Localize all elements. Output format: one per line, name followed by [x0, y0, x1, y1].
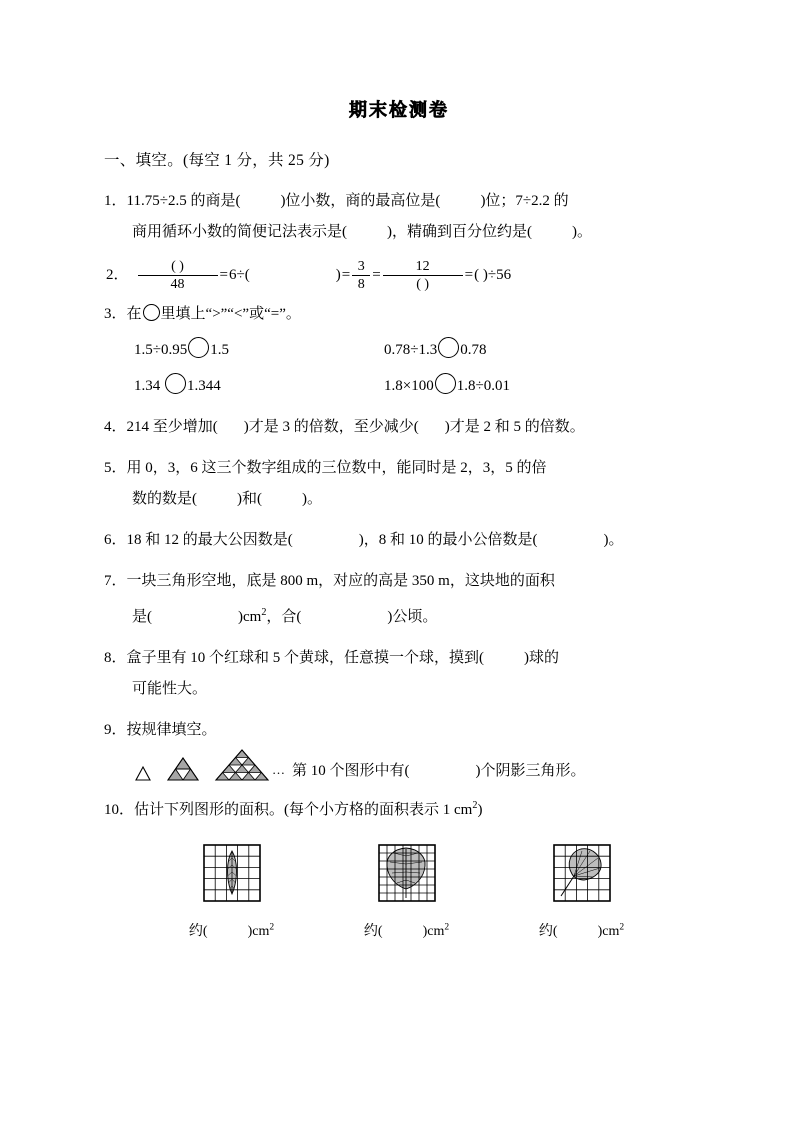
q10-cap3-unit: )cm: [597, 924, 620, 939]
question-10-caption-3: [539, 920, 624, 940]
question-5-line2-part2: )和(: [237, 491, 262, 507]
broad-leaf-grid-icon: [373, 840, 441, 906]
question-7-line2-part3: )公顷。: [387, 609, 438, 625]
q10-cap1-open: 约(: [188, 924, 208, 939]
q10-cap2-unit: )cm: [422, 924, 445, 939]
question-7-unit-exponent: 2: [261, 607, 267, 618]
question-10-caption-2: [364, 920, 449, 940]
section-heading-fill-in-blanks: 一、填空。(每空 1 分，共 25 分): [104, 152, 330, 169]
question-7-unit-cm2: [238, 609, 266, 625]
question-4-part3: )才是 2 和 5 的倍数。: [444, 419, 585, 435]
q10-cap2-open: 约(: [363, 924, 383, 939]
question-2-number: 2．: [106, 267, 129, 283]
question-4-part2: )才是 3 的倍数，至少减少(: [243, 419, 419, 435]
question-3-row-2: [104, 368, 694, 404]
q2-fraction-2: [352, 258, 370, 293]
question-1-number: 1．: [104, 193, 127, 209]
question-9-text-part1: 第 10 个图形中有(: [292, 763, 410, 779]
question-3-row-1: [104, 332, 694, 368]
question-5-line2: [104, 484, 694, 515]
question-10-figure-2: [319, 840, 494, 940]
ginkgo-leaf-grid-icon: [548, 840, 616, 906]
q10-cap1-exponent: 2: [269, 922, 275, 933]
question-1-line2-part2: )，精确到百分位约是(: [387, 224, 532, 240]
q3-comparison-3: [134, 368, 384, 404]
q10-cap1-unit: )cm: [247, 924, 270, 939]
question-2: [104, 258, 694, 293]
question-1-line1-part1: 11.75÷2.5 的商是(: [126, 193, 241, 209]
question-8-line2: 可能性大。: [132, 681, 208, 697]
question-4-part1: 214 至少增加(: [126, 419, 218, 435]
question-8-line1-part2: )球的: [524, 650, 560, 666]
q10-cap3-open: 约(: [538, 924, 558, 939]
question-6-number: 6．: [104, 532, 127, 548]
question-10-caption-1: [189, 920, 274, 940]
question-9-text-part2: )个阴影三角形。: [475, 763, 586, 779]
q2-equals-1: =: [219, 267, 228, 283]
question-9-pattern-row: [104, 748, 694, 782]
narrow-leaf-grid-icon: [198, 840, 266, 906]
question-6: [104, 525, 694, 556]
question-10-number: 10．: [104, 802, 135, 818]
q3-c2-left: 0.78÷1.3: [384, 342, 438, 358]
question-9-text: [292, 759, 586, 782]
question-10-prompt-part2: ): [477, 802, 483, 818]
question-1-line2-part1: 商用循环小数的简便记法表示是(: [132, 224, 347, 240]
question-3-prompt-part1: 在: [126, 306, 142, 322]
question-6-part1: 18 和 12 的最大公因数是(: [126, 532, 293, 548]
question-1-line1-part2: )位小数，商的最高位是(: [280, 193, 441, 209]
question-10-figure-row: [104, 840, 694, 940]
question-10-figure-1: [144, 840, 319, 940]
question-7-unit-base: )cm: [238, 609, 262, 625]
question-3: [104, 299, 694, 330]
q3-circle-1[interactable]: [188, 337, 209, 358]
q3-comparison-4: [384, 368, 644, 404]
sierpinski-stage-2-icon: [166, 756, 200, 782]
question-8-number: 8．: [104, 650, 127, 666]
question-5: [104, 453, 694, 515]
q3-c1-right: 1.5: [210, 342, 229, 358]
q10-cap2-exponent: 2: [444, 922, 450, 933]
q3-circle-4[interactable]: [435, 373, 456, 394]
comparison-circle-icon: [143, 304, 160, 321]
question-1-line1-part3: )位；7÷2.2 的: [480, 193, 569, 209]
q2-term-2-open: 6÷(: [228, 267, 250, 283]
q2-equals-3: =: [372, 267, 381, 283]
question-5-line2-part1: 数的数是(: [132, 491, 197, 507]
question-9-number: 9．: [104, 722, 127, 738]
question-7-line2-part2: ，合(: [266, 609, 302, 625]
q2-equals-2: =: [341, 267, 351, 283]
question-10-prompt-exponent: 2: [472, 800, 478, 811]
question-1-line2-part3: )。: [572, 224, 592, 240]
question-6-part3: )。: [603, 532, 624, 548]
pattern-ellipsis: …: [272, 762, 286, 777]
question-5-line2-part3: )。: [302, 491, 322, 507]
q2-fraction-3[interactable]: [383, 258, 463, 293]
q3-comparison-2: [384, 332, 644, 368]
sierpinski-stage-1-icon: [134, 765, 152, 782]
question-5-line1: 用 0，3，6 这三个数字组成的三位数中，能同时是 2，3，5 的倍: [126, 460, 547, 476]
q3-comparison-1: [134, 332, 384, 368]
sierpinski-stage-3-icon: [214, 748, 270, 782]
question-4-number: 4．: [104, 419, 127, 435]
q2-fraction-1[interactable]: [138, 258, 218, 293]
question-2-equation: [104, 258, 694, 293]
question-1: [104, 186, 694, 248]
question-8: [104, 643, 694, 705]
question-7: [104, 566, 694, 633]
q2-fraction-3-denominator[interactable]: ( ): [416, 277, 430, 292]
q3-c1-left: 1.5÷0.95: [134, 342, 188, 358]
question-10: [104, 790, 694, 826]
q3-c4-right: 1.8÷0.01: [456, 378, 510, 394]
question-9: [104, 715, 694, 746]
page-title: 期末检测卷: [349, 100, 449, 121]
q3-circle-2[interactable]: [438, 337, 459, 358]
q3-circle-3[interactable]: [165, 373, 186, 394]
page-content: [104, 96, 694, 940]
question-7-number: 7．: [104, 573, 127, 589]
q3-c3-right: 1.344: [187, 378, 221, 394]
question-9-prompt: 按规律填空。: [126, 722, 217, 738]
q2-term-2-close: ): [335, 267, 341, 283]
question-7-line2: [104, 597, 694, 633]
question-1-line2: [104, 217, 694, 248]
question-10-prompt-part1: 估计下列图形的面积。(每个小方格的面积表示 1 cm: [134, 802, 473, 818]
question-7-line2-part1: 是(: [132, 609, 152, 625]
q3-c2-right: 0.78: [460, 342, 487, 358]
question-5-number: 5．: [104, 460, 127, 476]
question-7-line1: 一块三角形空地，底是 800 m，对应的高是 350 m，这块地的面积: [126, 573, 555, 589]
question-6-part2: )，8 和 10 的最小公倍数是(: [358, 532, 538, 548]
q2-fraction-1-denominator: 48: [170, 277, 185, 292]
q3-c3-left: 1.34: [134, 378, 164, 394]
q2-term-5[interactable]: ( )÷56: [474, 267, 512, 283]
question-8-line1-part1: 盒子里有 10 个红球和 5 个黄球，任意摸一个球，摸到(: [126, 650, 485, 666]
question-10-figure-3: [494, 840, 669, 940]
q2-fraction-3-numerator: 12: [415, 259, 430, 274]
q2-equals-4: =: [464, 267, 474, 283]
q10-cap3-exponent: 2: [619, 922, 625, 933]
question-3-number: 3．: [104, 306, 127, 322]
q2-fraction-1-numerator[interactable]: ( ): [171, 259, 184, 274]
question-4: [104, 412, 694, 443]
question-3-prompt-part2: 里填上“>”“<”或“=”。: [160, 306, 301, 322]
q3-c4-left: 1.8×100: [384, 378, 434, 394]
q2-fraction-2-denominator: 8: [357, 277, 365, 292]
q2-fraction-2-numerator: 3: [357, 259, 365, 274]
